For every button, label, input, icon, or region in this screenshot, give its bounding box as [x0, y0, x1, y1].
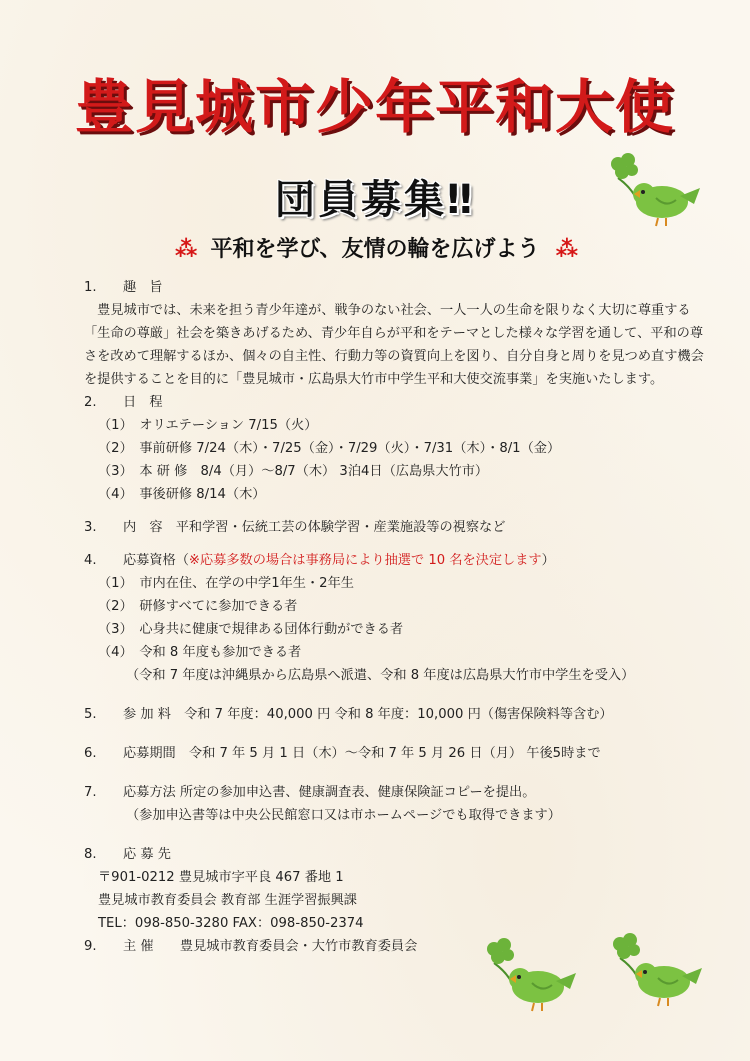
eligibility-label: 4. 応募資格（ [84, 553, 189, 568]
eligibility-close: ） [541, 553, 555, 568]
contact-phone: TEL：098-850-3280 FAX：098-850-2374 [98, 916, 364, 931]
contact-office: 豊見城市教育委員会 教育部 生涯学習振興課 [98, 893, 357, 908]
section-contents: 3. 内 容 平和学習・伝統工芸の体験学習・産業施設等の視察など [84, 520, 506, 535]
content [84, 276, 704, 958]
bird-clover-icon [486, 935, 578, 1015]
bird-clover-icon [610, 150, 702, 230]
section-heading: 2. 日 程 [84, 395, 163, 410]
slogan-text: 平和を学び、友情の輪を広げよう [210, 237, 540, 262]
sparkle-icon: ⁂ [555, 237, 576, 262]
list-item: （4） 事後研修 8/14（木） [98, 487, 266, 502]
sparkle-icon: ⁂ [174, 237, 195, 262]
purpose-text: 豊見城市では、未来を担う青少年達が、戦争のない社会、一人一人の生命を限りなく大切に尊重する「生命の尊厳」社会を築きあげるため、青少年自らが平和をテーマとした様々な学習を通して、平和の尊さを改めて理解するほか、個々の自主性、行動力等の資質向上を図り、自分自身と周りを見つめ直す機会を提供することを目的に「豊見城市・広島県大竹市中学生平和大使交流事業」を実施いたします。 [84, 303, 704, 387]
list-item: （2） 研修すべてに参加できる者 [98, 599, 298, 614]
contact-address: 〒901-0212 豊見城市字平良 467 番地 1 [98, 870, 344, 885]
list-item: （1） オリエテーション 7/15（火） [98, 418, 318, 433]
list-item: （2） 事前研修 7/24（木）・7/25（金）・7/29（火）・7/31（木）・8/1（金） [98, 441, 561, 456]
list-item: （1） 市内在住、在学の中学1年生・2年生 [98, 576, 354, 591]
bird-clover-icon [612, 930, 704, 1010]
section-method: 7. 応募方法 所定の参加申込書、健康調査表、健康保険証コピーを提出。 [84, 785, 536, 800]
section-eligibility [84, 549, 704, 572]
section-heading: 1. 趣 旨 [84, 280, 163, 295]
slogan [0, 232, 750, 263]
section-contact: 8. 応 募 先 [84, 847, 171, 862]
page-title: 豊見城市少年平和大使 [74, 73, 675, 141]
section-organizer: 9. 主 催 豊見城市教育委員会・大竹市教育委員会 [84, 939, 418, 954]
section-fee: 5. 参 加 料 令和 7 年度：40,000 円 令和 8 年度：10,000 円（傷害保険料等含む） [84, 707, 613, 722]
list-item: （3） 本 研 修 8/4（月）～8/7（木） 3泊4日（広島県大竹市） [98, 464, 489, 479]
page-subtitle: 団員募集‼ [274, 177, 476, 223]
lottery-note: ※応募多数の場合は事務局により抽選で 10 名を決定します [188, 553, 542, 568]
list-sub-note: （令和 7 年度は沖縄県から広島県へ派遣、令和 8 年度は広島県大竹市中学生を受入） [126, 668, 635, 683]
list-item: （3） 心身共に健康で規律ある団体行動ができる者 [98, 622, 404, 637]
list-item: （4） 令和 8 年度も参加できる者 [98, 645, 302, 660]
method-note: （参加申込書等は中央公民館窓口又は市ホームページでも取得できます） [126, 808, 561, 823]
section-period: 6. 応募期間 令和 7 年 5 月 1 日（木）～令和 7 年 5 月 26 日（月） 午後5時まで [84, 746, 601, 761]
